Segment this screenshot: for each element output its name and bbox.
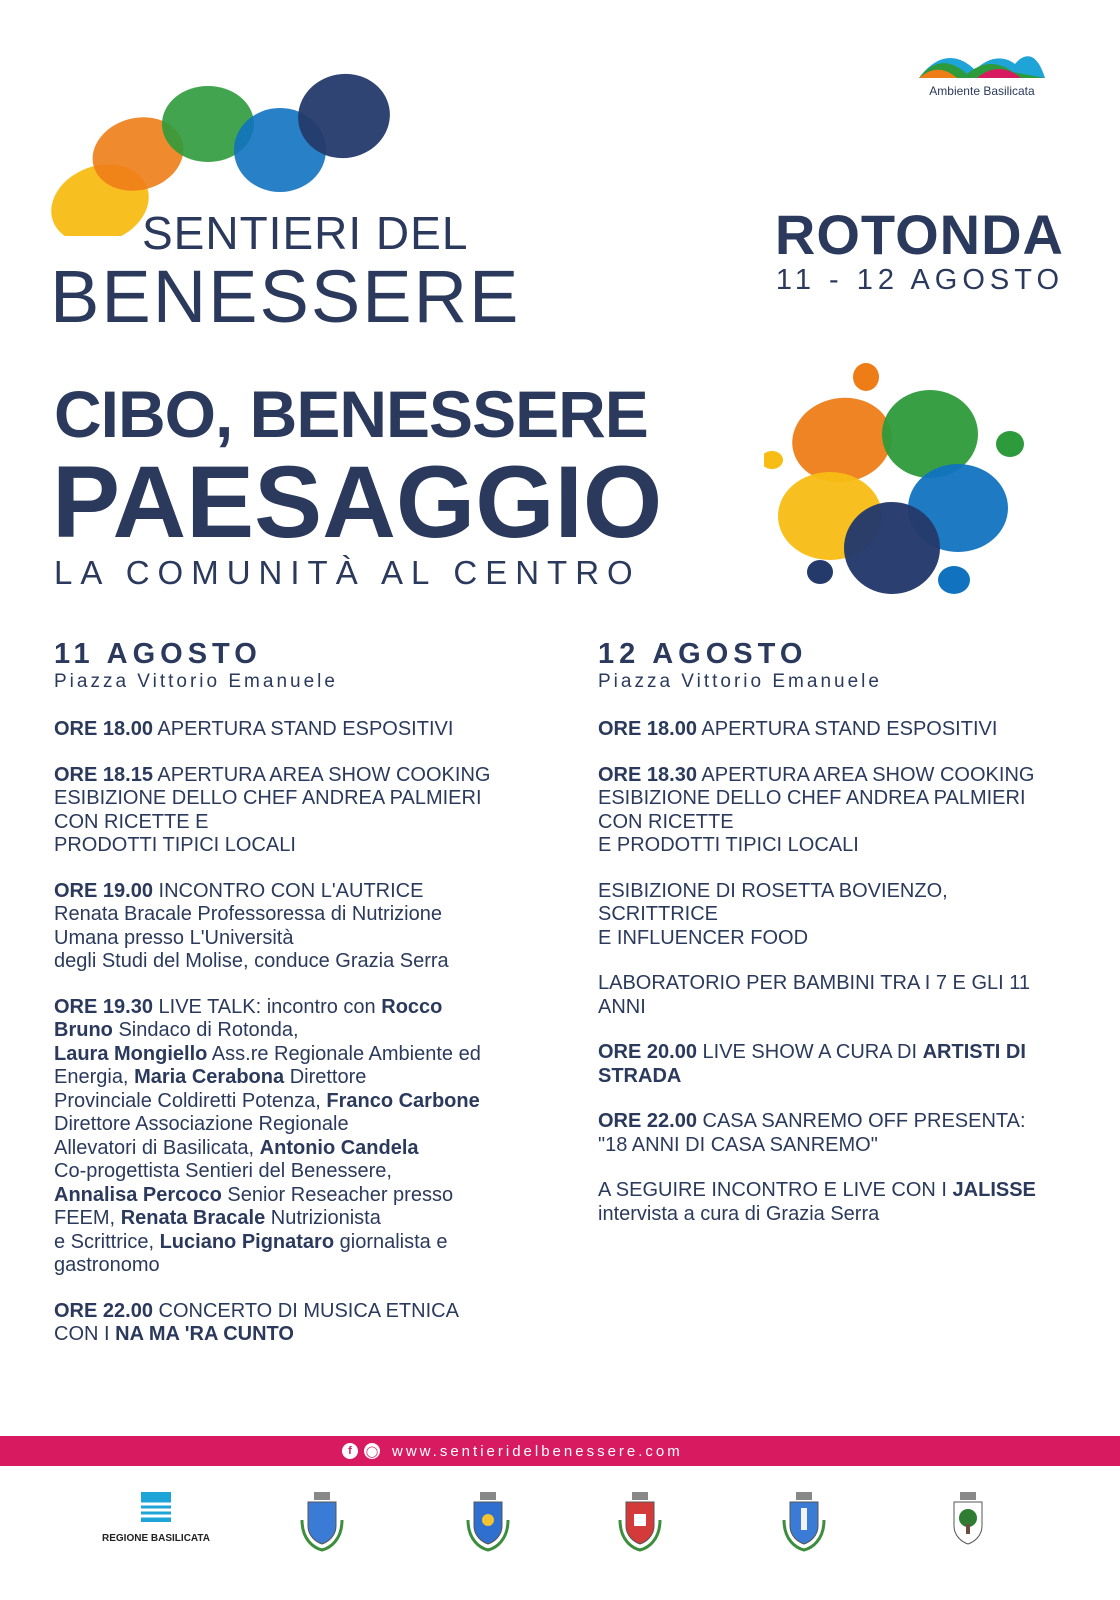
- mountains-icon: [917, 48, 1047, 82]
- event-city: ROTONDA: [774, 203, 1064, 266]
- crest-icon: [460, 1490, 516, 1554]
- regione-basilicata-logo: [96, 1490, 216, 1544]
- schedule-item: A SEGUIRE INCONTRO E LIVE CON I JALISSE intervista a cura di Grazia Serra: [598, 1179, 1036, 1225]
- schedule-item: ORE 19.30 LIVE TALK: incontro con Rocco Bruno Sindaco di Rotonda, Laura Mongiello Ass.re Regionale Ambiente ed Energia, Maria Cerabona Direttore Provinciale Coldiretti Potenza, Franco Carbone Direttore Associazione Regionale Allevatori di Basilicata, Antonio Candela Co-progettista Sentieri del Benessere, Annalisa Percoco Senior Reseacher presso FEEM, Renata Bracale Nutrizionista e Scrittrice, Luciano Pignataro giornalista e gastronomo: [54, 995, 481, 1276]
- day-2-venue: Piazza Vittorio Emanuele: [598, 671, 882, 692]
- crest-icon: [612, 1490, 668, 1554]
- day-1-heading: 11 AGOSTO: [54, 638, 262, 670]
- schedule-item: ORE 18.15 APERTURA AREA SHOW COOKING ESIBIZIONE DELLO CHEF ANDREA PALMIERI CON RICETTE E PRODOTTI TIPICI LOCALI: [54, 763, 491, 856]
- brand-line-1: SENTIERI DEL: [142, 207, 469, 259]
- partner-logo-name: Ambiente Basilicata: [929, 84, 1035, 98]
- schedule-item: ORE 19.00 INCONTRO CON L'AUTRICE Renata Bracale Professoressa di Nutrizione Umana presso L'Università degli Studi del Molise, conduce Grazia Serra: [54, 879, 449, 972]
- tree-crest-icon: [940, 1490, 996, 1554]
- municipality-crest: [908, 1490, 1028, 1559]
- title-line-1: CIBO, BENESSERE: [54, 377, 648, 451]
- website-strip: [342, 1436, 683, 1466]
- title-line-2: PAESAGGIO: [52, 445, 663, 559]
- day-2-column: [598, 638, 1078, 1248]
- day-1-venue: Piazza Vittorio Emanuele: [54, 671, 338, 692]
- schedule-item: ORE 22.00 CASA SANREMO OFF PRESENTA: "18 ANNI DI CASA SANREMO": [598, 1110, 1026, 1156]
- decorative-blobs: [764, 360, 1024, 610]
- partner-logos: [0, 1490, 1120, 1580]
- crest-icon: [294, 1490, 350, 1554]
- region-flag-icon: [139, 1490, 173, 1524]
- municipality-crest: [744, 1490, 864, 1559]
- municipality-crest: [428, 1490, 548, 1559]
- instagram-icon[interactable]: ◯: [364, 1443, 380, 1459]
- event-dates: 11 - 12 AGOSTO: [775, 264, 1064, 296]
- schedule-item: ESIBIZIONE DI ROSETTA BOVIENZO, SCRITTRICE E INFLUENCER FOOD: [598, 879, 948, 949]
- day-1-column: [54, 638, 524, 1369]
- title-subtitle: LA COMUNITÀ AL CENTRO: [54, 554, 641, 591]
- brand-line-2: BENESSERE: [50, 255, 521, 338]
- schedule-item: LABORATORIO PER BAMBINI TRA I 7 E GLI 11 ANNI: [598, 972, 1030, 1018]
- municipality-crest: [580, 1490, 700, 1559]
- schedule-item: ORE 18.00 APERTURA STAND ESPOSITIVI: [598, 718, 998, 740]
- facebook-icon[interactable]: f: [342, 1443, 358, 1459]
- schedule-item: ORE 22.00 CONCERTO DI MUSICA ETNICA CON I NA MA 'RA CUNTO: [54, 1299, 459, 1345]
- ambiente-basilicata-logo: [912, 48, 1052, 98]
- schedule-item: ORE 18.00 APERTURA STAND ESPOSITIVI: [54, 718, 454, 740]
- municipality-crest: [262, 1490, 382, 1559]
- day-2-heading: 12 AGOSTO: [598, 638, 808, 670]
- website-link[interactable]: www.sentieridelbenessere.com: [392, 1442, 683, 1460]
- schedule-item: ORE 18.30 APERTURA AREA SHOW COOKING ESIBIZIONE DELLO CHEF ANDREA PALMIERI CON RICETTE E PRODOTTI TIPICI LOCALI: [598, 763, 1035, 856]
- schedule-item: ORE 20.00 LIVE SHOW A CURA DI ARTISTI DI STRADA: [598, 1041, 1026, 1087]
- crest-icon: [776, 1490, 832, 1554]
- region-label: REGIONE BASILICATA: [102, 1533, 210, 1544]
